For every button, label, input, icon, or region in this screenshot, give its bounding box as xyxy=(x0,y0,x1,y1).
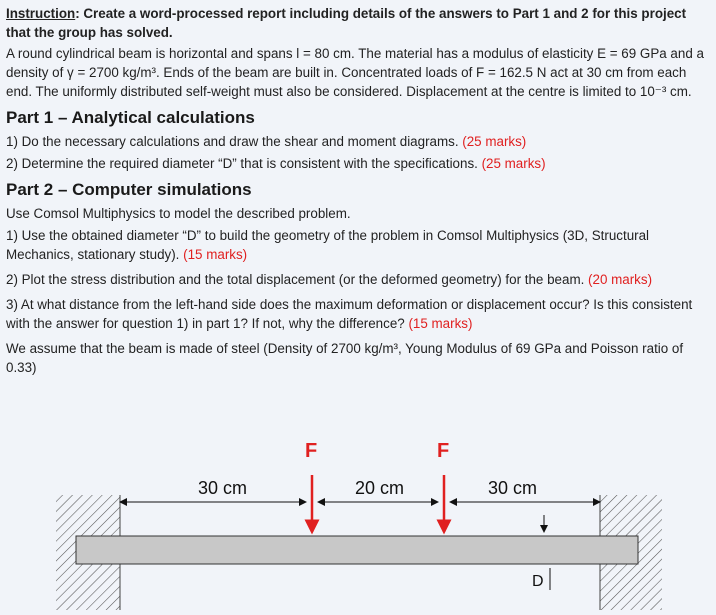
part1-question-2 xyxy=(6,154,710,173)
problem-statement: A round cylindrical beam is horizontal and spans l = 80 cm. The material has a modulus of elasticity E = 69 GPa and a density of γ = 2700 kg/m³. Ends of the beam are built in. Concentrated loads of F = 162.5 N act at 30 cm from each end. The uniformly distributed self-weight must also be considered. Displacement at the centre is limited to 10⁻³ cm. xyxy=(6,46,704,99)
part2-intro: Use Comsol Multiphysics to model the described problem. xyxy=(6,206,351,221)
part1-heading: Part 1 – Analytical calculations xyxy=(6,108,255,127)
diameter-label: D xyxy=(532,573,544,590)
part2-question-1 xyxy=(6,226,710,264)
question-text: 2) Determine the required diameter “D” that is consistent with the specifications. xyxy=(6,156,482,171)
question-text: 2) Plot the stress distribution and the total displacement (or the deformed geometry) for the beam. xyxy=(6,272,589,287)
beam xyxy=(76,536,638,564)
force-label-left: F xyxy=(305,440,318,462)
question-text: 3) At what distance from the left-hand side does the maximum deformation or displacement occur? Is this consistent with the answer for question 1) in part 1? If not, why the difference? xyxy=(6,297,693,331)
marks-label: (25 marks) xyxy=(462,134,527,149)
part2-question-2 xyxy=(6,270,710,289)
part2-heading: Part 2 – Computer simulations xyxy=(6,180,252,199)
instruction-text: : Create a word-processed report including details of the answers to Part 1 and 2 for this project that the group has solved. xyxy=(6,6,687,40)
instruction-label: Instruction xyxy=(6,6,76,21)
dim-label-right: 30 cm xyxy=(488,478,538,498)
part1-question-1 xyxy=(6,132,710,151)
instruction-paragraph xyxy=(6,4,710,42)
question-text: 1) Use the obtained diameter “D” to build the geometry of the problem in Comsol Multiphysics (3D, Structural Mechanics, stationary study). xyxy=(6,228,650,262)
beam-diagram xyxy=(48,440,666,610)
dim-label-mid: 20 cm xyxy=(355,478,405,498)
document-body xyxy=(6,2,710,377)
material-note: We assume that the beam is made of steel (Density of 2700 kg/m³, Young Modulus of 69 GPa and Poisson ratio of 0.33) xyxy=(6,341,684,375)
marks-label: (20 marks) xyxy=(588,272,653,287)
part2-question-3 xyxy=(6,295,710,333)
marks-label: (15 marks) xyxy=(408,316,473,331)
question-text: 1) Do the necessary calculations and draw the shear and moment diagrams. xyxy=(6,134,463,149)
beam-diagram-svg xyxy=(48,440,666,610)
dim-label-left: 30 cm xyxy=(198,478,248,498)
marks-label: (15 marks) xyxy=(183,247,248,262)
force-label-right: F xyxy=(437,440,450,462)
marks-label: (25 marks) xyxy=(481,156,546,171)
